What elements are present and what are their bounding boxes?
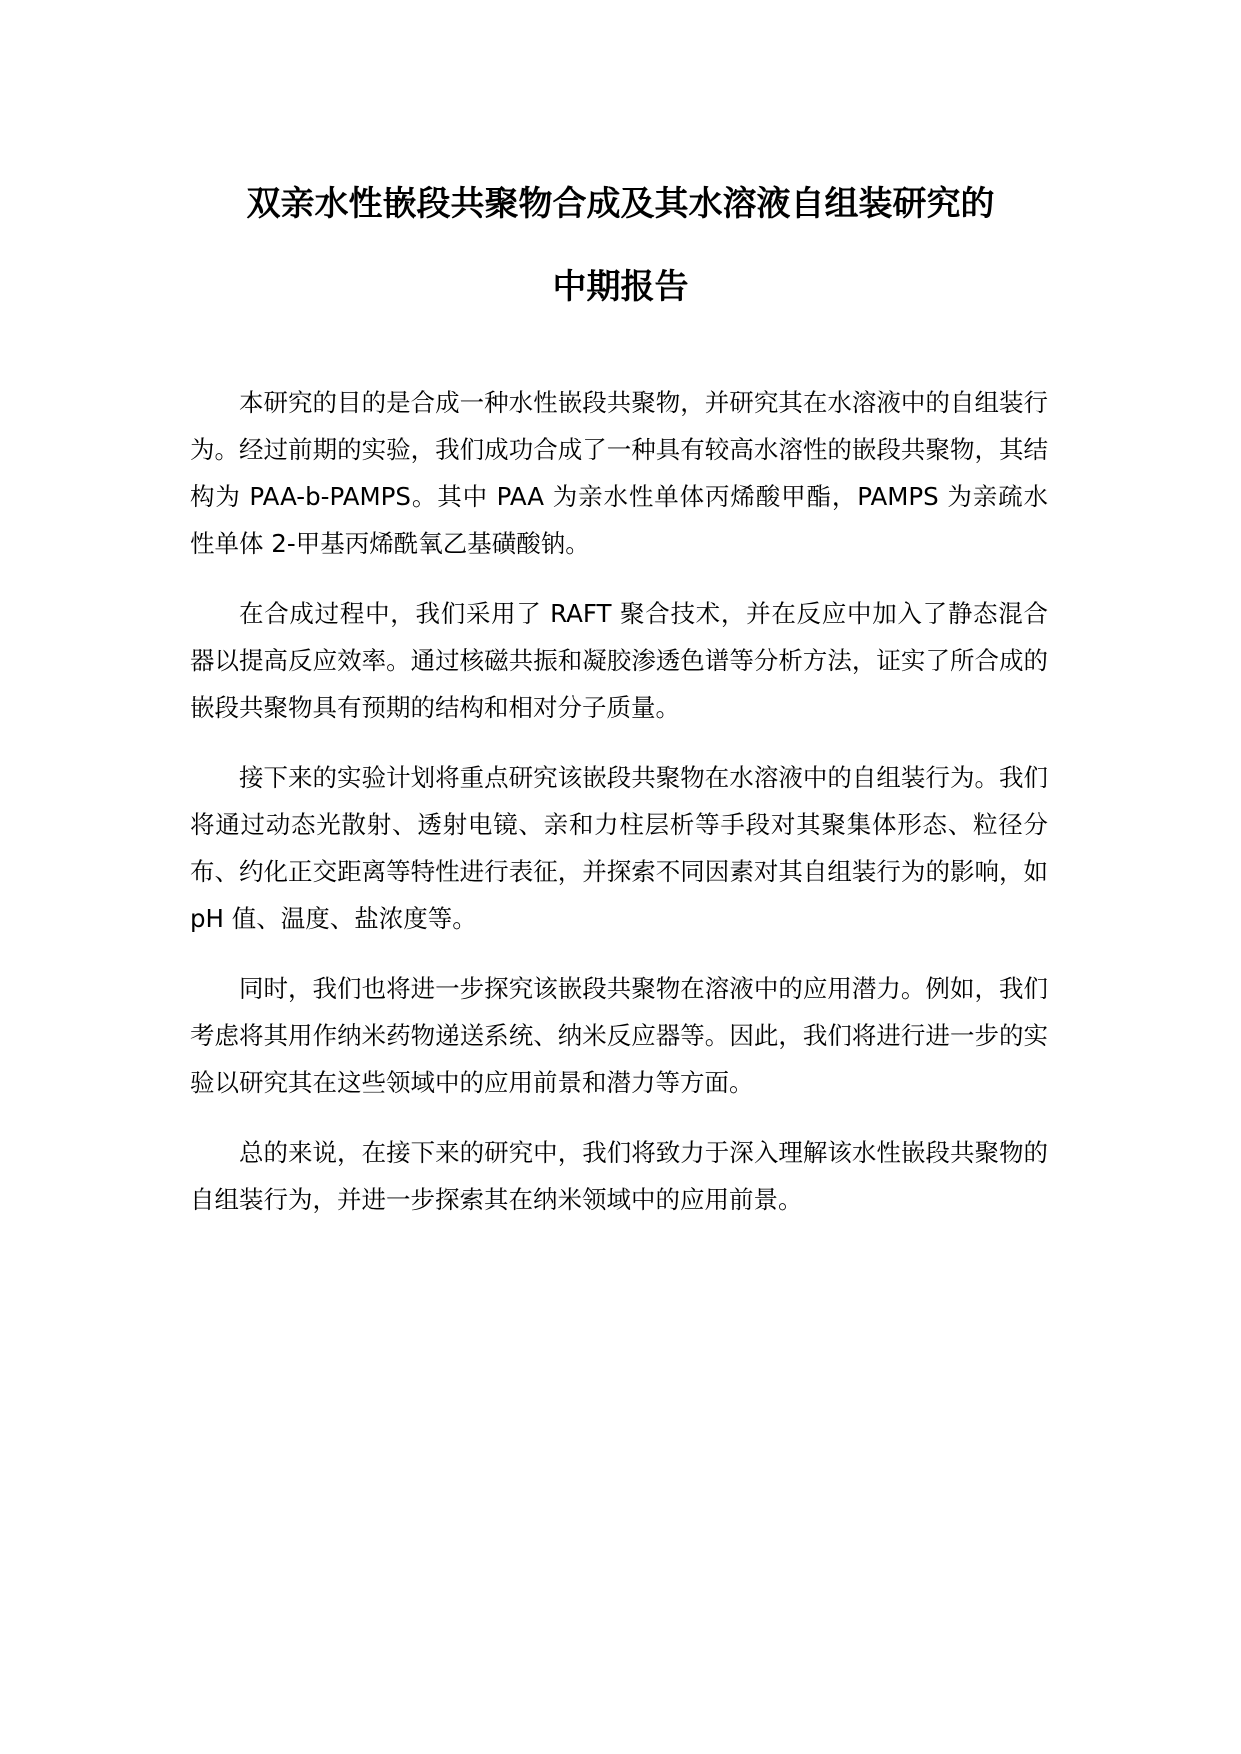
paragraph-plan: 接下来的实验计划将重点研究该嵌段共聚物在水溶液中的自组装行为。我们将通过动态光散射、透射电镜、亲和力柱层析等手段对其聚集体形态、粒径分布、约化正交距离等特性进行表征，并探索不同因素对其自组装行为的影响，如 pH 值、温度、盐浓度等。: [190, 763, 1048, 933]
document-title-line-2: 中期报告: [552, 267, 689, 307]
paragraph-application: 同时，我们也将进一步探究该嵌段共聚物在溶液中的应用潜力。例如，我们考虑将其用作纳米药物递送系统、纳米反应器等。因此，我们将进行进一步的实验以研究其在这些领域中的应用前景和潜力等方面。: [190, 974, 1048, 1097]
paragraph-purpose: 本研究的目的是合成一种水性嵌段共聚物，并研究其在水溶液中的自组装行为。经过前期的实验，我们成功合成了一种具有较高水溶性的嵌段共聚物，其结构为 PAA-b-PAMPS。其中 PAA 为亲水性单体丙烯酸甲酯，PAMPS 为亲疏水性单体 2-甲基丙烯酰氧乙基磺酸钠。: [190, 388, 1048, 558]
paragraph-summary: 总的来说，在接下来的研究中，我们将致力于深入理解该水性嵌段共聚物的自组装行为，并进一步探索其在纳米领域中的应用前景。: [190, 1138, 1048, 1214]
document-title-line-1: 双亲水性嵌段共聚物合成及其水溶液自组装研究的: [246, 184, 995, 224]
paragraph-synthesis: 在合成过程中，我们采用了 RAFT 聚合技术，并在反应中加入了静态混合器以提高反应效率。通过核磁共振和凝胶渗透色谱等分析方法，证实了所合成的嵌段共聚物具有预期的结构和相对分子质量。: [190, 599, 1048, 722]
document-body: [190, 379, 1048, 1246]
